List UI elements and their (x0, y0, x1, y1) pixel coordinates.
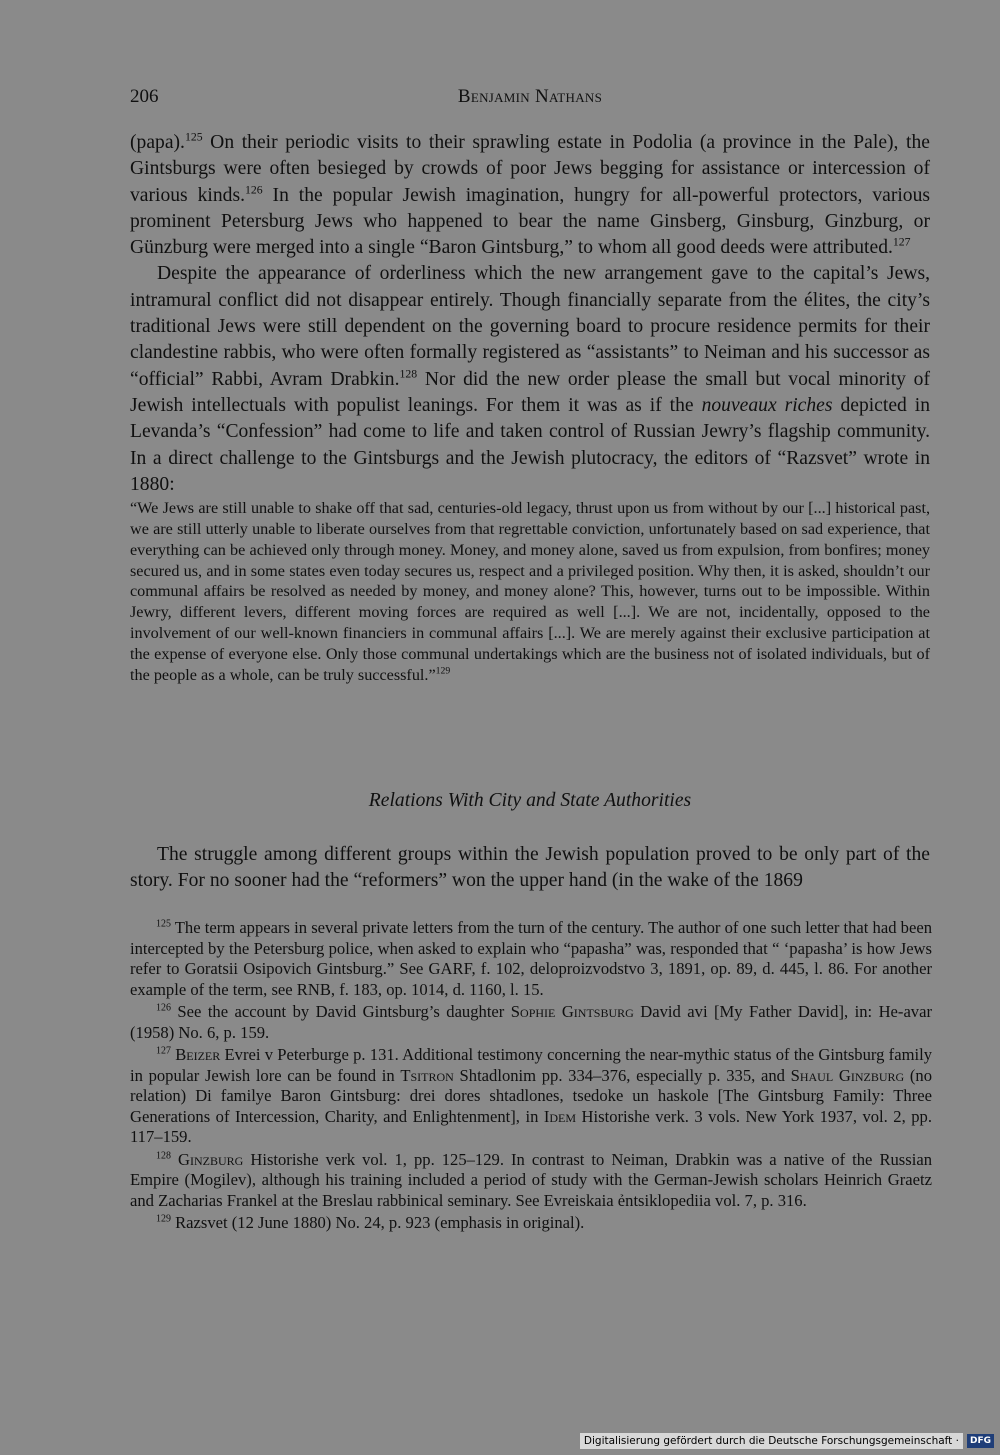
footnote-number: 126 (156, 1002, 171, 1014)
text-run: Despite the appearance of orderliness which the new arrangement gave to the capital’s Jews, intramural conflict did not disappear entirely. Though financially separate from the élites, the city’s traditional Jews were still dependent on the governing board to procure residence permits for their clandestine rabbis, who were often formally registered as “assistants” to Neiman and his successor as “official” Rabbi, Avram Drabkin. (130, 263, 930, 390)
author-name: Beizer (175, 1045, 221, 1064)
author-name: Sophie Gintsburg (510, 1002, 634, 1021)
text-run: depicted in Levanda’s “Confession” had come to life and taken control of Russian Jewry’s flagship community. In a direct challenge to the Gintsburgs and the Jewish plutocracy, the editors of “Razsvet” wrote in 1880: (130, 394, 931, 495)
main-text (130, 130, 930, 685)
footnote-ref-129: 129 (435, 665, 451, 677)
text-run: See the account by David Gintsburg’s daughter (170, 1002, 511, 1021)
text-run: Evrei v Peterburge p. 131. Additional testimony concerning the near-mythic status of the Gintsburg family in popular Jewish lore can be found in (130, 1045, 932, 1085)
emphasis-nouveaux-riches: nouveaux riches (701, 394, 833, 416)
text-run: David avi [My Father David], in: He-avar (1958) No. 6, p. 159. (130, 1002, 932, 1042)
paragraph-continued (130, 130, 930, 261)
running-title: Benjamin Nathans (457, 86, 603, 107)
text-run: Historishe verk. 3 vols. New York 1937, vol. 2, pp. 117–159. (130, 1106, 932, 1146)
footnote-number: 127 (156, 1045, 171, 1057)
text-run: (no relation) Di familye Baron Gintsburg: drei dores shtadlones, tsedoke un haskole [The Gintsburg Family: Three Generations of Intercession, Charity, and Enlightenment], in (130, 1065, 932, 1126)
text-run: (papa). (130, 132, 185, 153)
footnote-125 (130, 918, 932, 1000)
text-run: On their periodic visits to their sprawling estate in Podolia (a province in the Pale), the Gintsburgs were often besieged by crowds of poor Jews begging for assistance or intercession of various kinds. (130, 132, 930, 206)
dfg-logo: DFG (967, 1434, 994, 1448)
footnote-number: 129 (156, 1213, 171, 1225)
footnote-127 (130, 1045, 932, 1148)
footnote-128 (130, 1150, 932, 1212)
digitization-credit (580, 1431, 994, 1451)
footnote-ref-127: 127 (892, 235, 911, 249)
paragraph-struggle: The struggle among different groups within the Jewish population proved to be only part of the story. For no sooner had the “reformers” won the upper hand (in the wake of the 1869 (130, 844, 930, 892)
footnote-ref-128: 128 (399, 367, 418, 381)
footnotes (130, 918, 932, 1236)
author-name: Idem (543, 1106, 577, 1126)
text-run: Shtadlonim pp. 334–376, especially p. 335, and (453, 1065, 791, 1085)
footnote-ref-126: 126 (244, 183, 263, 197)
text-run: Razsvet (12 June 1880) No. 24, p. 923 (emphasis in original). (170, 1213, 585, 1232)
text-run: The term appears in several private letters from the turn of the century. The author of one such letter that had been intercepted by the Petersburg police, when asked to explain who “papasha” was, responded that “ ‘papasha’ is how Jews refer to Goratsii Osipovich Gintsburg.” See GARF, f. 102, deloproizvodstvo 3, 1891, op. 89, d. 445, l. 86. For another example of the term, see RNB, f. 183, op. 1014, d. 1160, l. 15. (130, 918, 932, 999)
author-name: Tsitron (400, 1065, 454, 1085)
running-head (130, 86, 930, 112)
main-text-continued (130, 842, 930, 895)
text-run: Historishe verk vol. 1, pp. 125–129. In contrast to Neiman, Drabkin was a native of the Russian Empire (Mogilev), although his training included a period of study with the German-Jewish scholars Heinrich Graetz and Zacharias Frankel at the Breslau rabbinical seminary. See Evreiskaia ẻntsiklopediia vol. 7, p. 316. (130, 1149, 932, 1210)
paragraph-despite (130, 261, 930, 498)
block-quote (130, 498, 930, 685)
author-name: Ginzburg (177, 1149, 244, 1169)
footnote-number: 125 (156, 918, 171, 930)
author-name: Shaul Ginzburg (790, 1065, 905, 1085)
text-run: “We Jews are still unable to shake off that sad, centuries-old legacy, thrust upon us from without by our [...] historical past, we are still utterly unable to liberate ourselves from that regrettable conviction, unfortunately based on sad experience, that everything can be achieved only through money. Money, and money alone, saved us from expulsion, from bonfires; money secured us, and in some states even today secures us, respect and a privileged position. Why then, it is asked, shouldn’t our communal affairs be resolved as needed by money, and money alone? This, however, turns out to be impossible. Within Jewry, different levers, different moving forces are required as well [...]. We are not, incidentally, opposed to the involvement of our well-known financiers in communal affairs [...]. We are merely against their exclusive participation at the expense of everyone else. Only those communal undertakings which are the business not of isolated individuals, but of the people as a whole, can be truly successful.” (130, 499, 930, 684)
footnote-126 (130, 1002, 932, 1043)
footnote-ref-125: 125 (184, 130, 203, 144)
text-run: Nor did the new order please the small but vocal minority of Jewish intellectuals with populist leanings. For them it was as if the (130, 368, 930, 416)
funding-note: Digitalisierung gefördert durch die Deutsche Forschungsgemeinschaft · (580, 1433, 963, 1449)
page-number: 206 (130, 86, 159, 107)
footnote-129 (130, 1213, 932, 1234)
footnote-number: 128 (156, 1149, 171, 1161)
text-run: In the popular Jewish imagination, hungry for all-powerful protectors, various prominent Petersburg Jews who happened to bear the name Ginsberg, Ginsburg, Ginzburg, or Günzburg were merged into a single “Baron Gintsburg,” to whom all good deeds were attributed. (130, 184, 931, 259)
section-heading: Relations With City and State Authorities (368, 790, 692, 811)
